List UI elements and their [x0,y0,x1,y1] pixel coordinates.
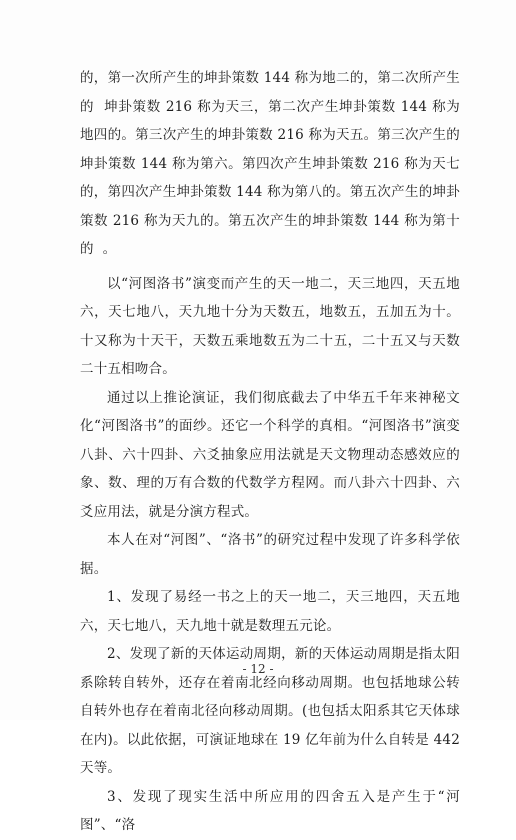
paragraph-7: 3、发现了现实生活中所应用的四舍五入是产生于“河图”、“洛 [80,788,460,833]
paragraph-6: 2、发现了新的天体运动周期，新的天体运动周期是指太阳系除转自转外，还存在着南北经向移动周期。也包括地球公转自转外也存在着南北径向移动周期。(也包括太阳系其它天体球在内)。以此依据，可演证地球在 19 亿年前为什么自转是 442 天等。 [80,646,465,776]
paragraph-1: 的，第一次所产生的坤卦策数 144 称为地二的，第二次所产生的 坤卦策数 216 称为天三，第二次产生坤卦策数 144 称为地四的。第三次产生的坤卦策数 216 称为天五。第三次产生的坤卦策数 144 称为第六。第四次产生坤卦策数 216 称为天七的，第四次产生坤卦策数 144 称为第八的。第五次产生的坤卦策数 216 称为天九的。第五次产生的坤卦策数 144 称为第十的 。 [80,70,460,257]
paragraph-5: 1、发现了易经一书之上的天一地二，天三地四，天五地六，天七地八，天九地十就是数理五元论。 [80,589,460,634]
paragraph-3: 通过以上推论演证，我们彻底截去了中华五千年来神秘文化“河图洛书”的面纱。还它一个科学的真相。“河图洛书”演变八卦、六十四卦、六爻抽象应用法就是天文物理动态感效应的象、数、理的万有合数的代数学方程网。而八卦六十四卦、六爻应用法，就是分演方程式。 [80,389,460,520]
page-number: - 12 - [242,662,274,676]
paragraph-4: 本人在对“河图”、“洛书”的研究过程中发现了许多科学依据。 [80,532,460,577]
paragraph-2: 以“河图洛书”演变而产生的天一地二，天三地四，天五地六，天七地八，天九地十分为天数五，地数五，五加五为十。十又称为十天干，天数五乘地数五为二十五，二十五又与天数二十五相吻合。 [80,275,460,377]
document-body [80,64,465,840]
